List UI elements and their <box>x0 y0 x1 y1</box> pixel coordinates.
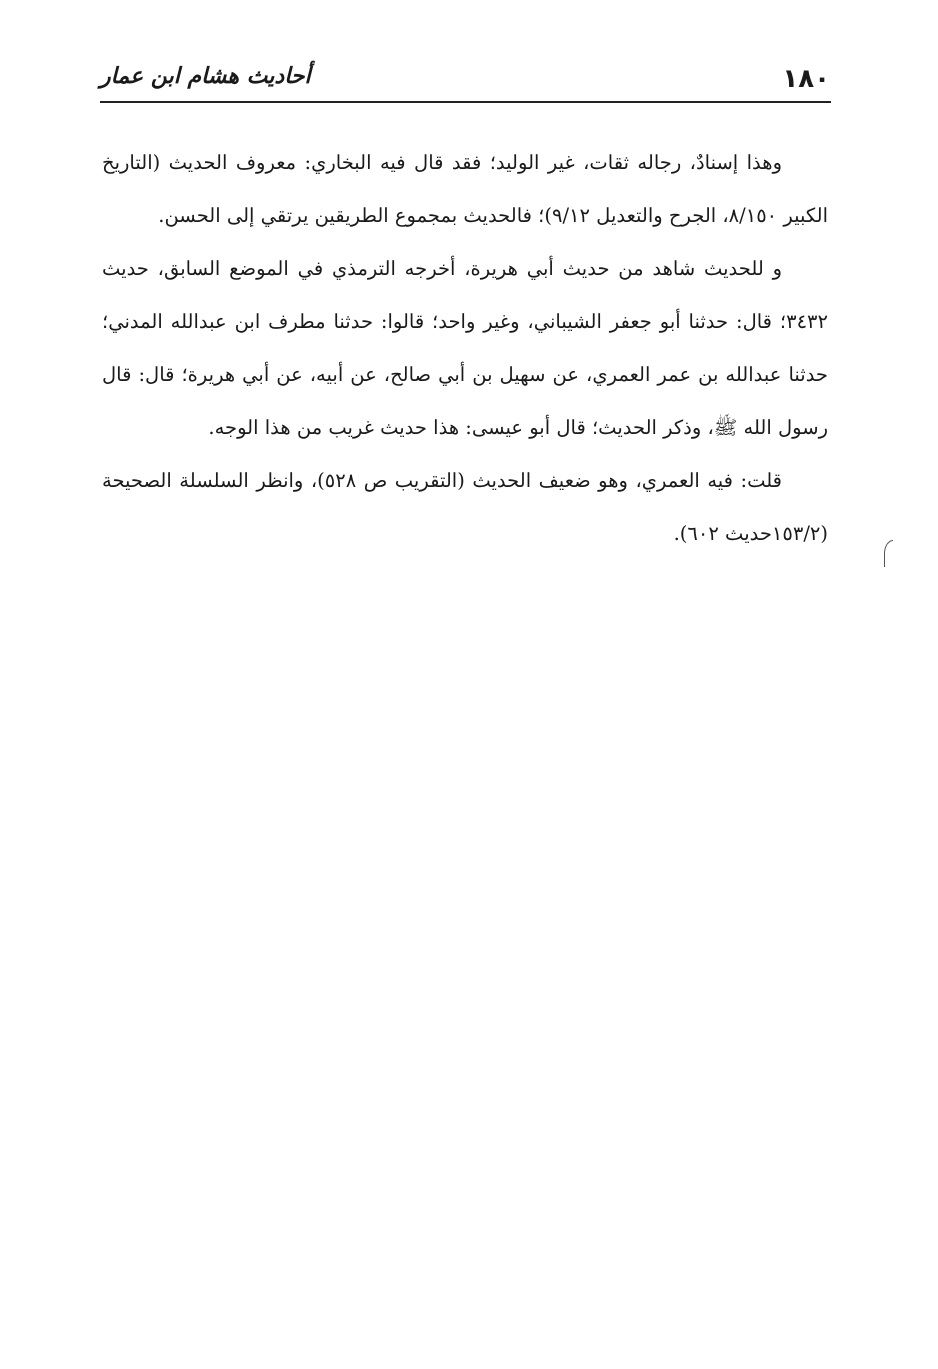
page-number: ١٨٠ <box>782 64 830 94</box>
page-header <box>100 58 830 102</box>
margin-bracket-mark <box>884 540 893 567</box>
paragraph-comment: قلت: فيه العمري، وهو ضعيف الحديث (التقريب ص ٥٢٨)، وانظر السلسلة الصحيحة (١٥٣/٢حديث ٦٠٢). <box>102 469 828 545</box>
paragraph-isnad: وهذا إسنادٌ، رجاله ثقات، غير الوليد؛ فقد قال فيه البخاري: معروف الحديث (التاريخ الكبير ٨/١٥٠، الجرح والتعديل ٩/١٢)؛ فالحديث بمجموع الطريقين يرتقي إلى الحسن. <box>102 151 828 227</box>
body-text <box>102 136 828 560</box>
header-divider <box>100 101 831 103</box>
paragraph-shahid: و للحديث شاهد من حديث أبي هريرة، أخرجه الترمذي في الموضع السابق، حديث ٣٤٣٢؛ قال: حدثنا أبو جعفر الشيباني، وغير واحد؛ قالوا: حدثنا مطرف ابن عبدالله المدني؛ حدثنا عبدالله بن عمر العمري، عن سهيل بن أبي صالح، عن أبيه، عن أبي هريرة؛ قال: قال رسول الله ﷺ، وذكر الحديث؛ قال أبو عيسى: هذا حديث غريب من هذا الوجه. <box>102 257 828 439</box>
running-title: أحاديث هشام ابن عمار <box>100 64 311 89</box>
